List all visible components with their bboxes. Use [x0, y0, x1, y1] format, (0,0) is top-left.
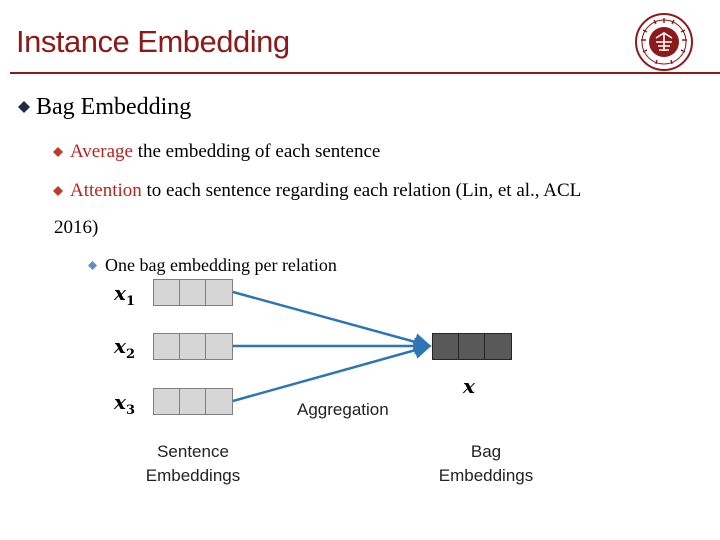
sentence-vector-3 — [153, 388, 233, 415]
vector-cell — [459, 334, 485, 359]
bullet-attention-text: to each sentence regarding each relation (Lin, et al., ACL — [141, 180, 582, 201]
vector-cell — [180, 389, 206, 414]
bag-vector — [432, 333, 512, 360]
input-label-x1: $x_1$ — [114, 281, 135, 309]
vector-cell — [206, 334, 232, 359]
vector-cell — [206, 280, 232, 305]
highlight-average: Average — [70, 141, 133, 162]
arrow-x3 — [233, 346, 430, 401]
bullet-average-text: the embedding of each sentence — [132, 141, 381, 162]
bullet-one-bag: One bag embedding per relation — [105, 255, 337, 275]
vector-cell — [180, 280, 206, 305]
slide-title: Instance Embedding — [16, 24, 290, 59]
vector-cell — [206, 389, 232, 414]
bullet-attention-wrap: 2016) — [54, 217, 99, 238]
bag-embeddings-caption: Bag Embeddings — [438, 442, 534, 485]
vector-cell — [485, 334, 511, 359]
highlight-attention: Attention — [70, 180, 142, 201]
vector-cell — [154, 389, 180, 414]
arrow-x1 — [233, 292, 430, 346]
vector-cell — [154, 334, 180, 359]
output-label-x: x — [463, 374, 475, 398]
input-label-x3: $x_3$ — [114, 390, 135, 418]
bullet-bag-embedding: Bag Embedding — [36, 94, 192, 120]
input-label-x2: $x_2$ — [114, 334, 135, 362]
vector-cell — [433, 334, 459, 359]
vector-cell — [180, 334, 206, 359]
vector-cell — [154, 280, 180, 305]
aggregation-label: Aggregation — [297, 400, 389, 419]
sentence-embeddings-caption: Sentence Embeddings — [145, 442, 241, 485]
sentence-vector-2 — [153, 333, 233, 360]
sentence-vector-1 — [153, 279, 233, 306]
